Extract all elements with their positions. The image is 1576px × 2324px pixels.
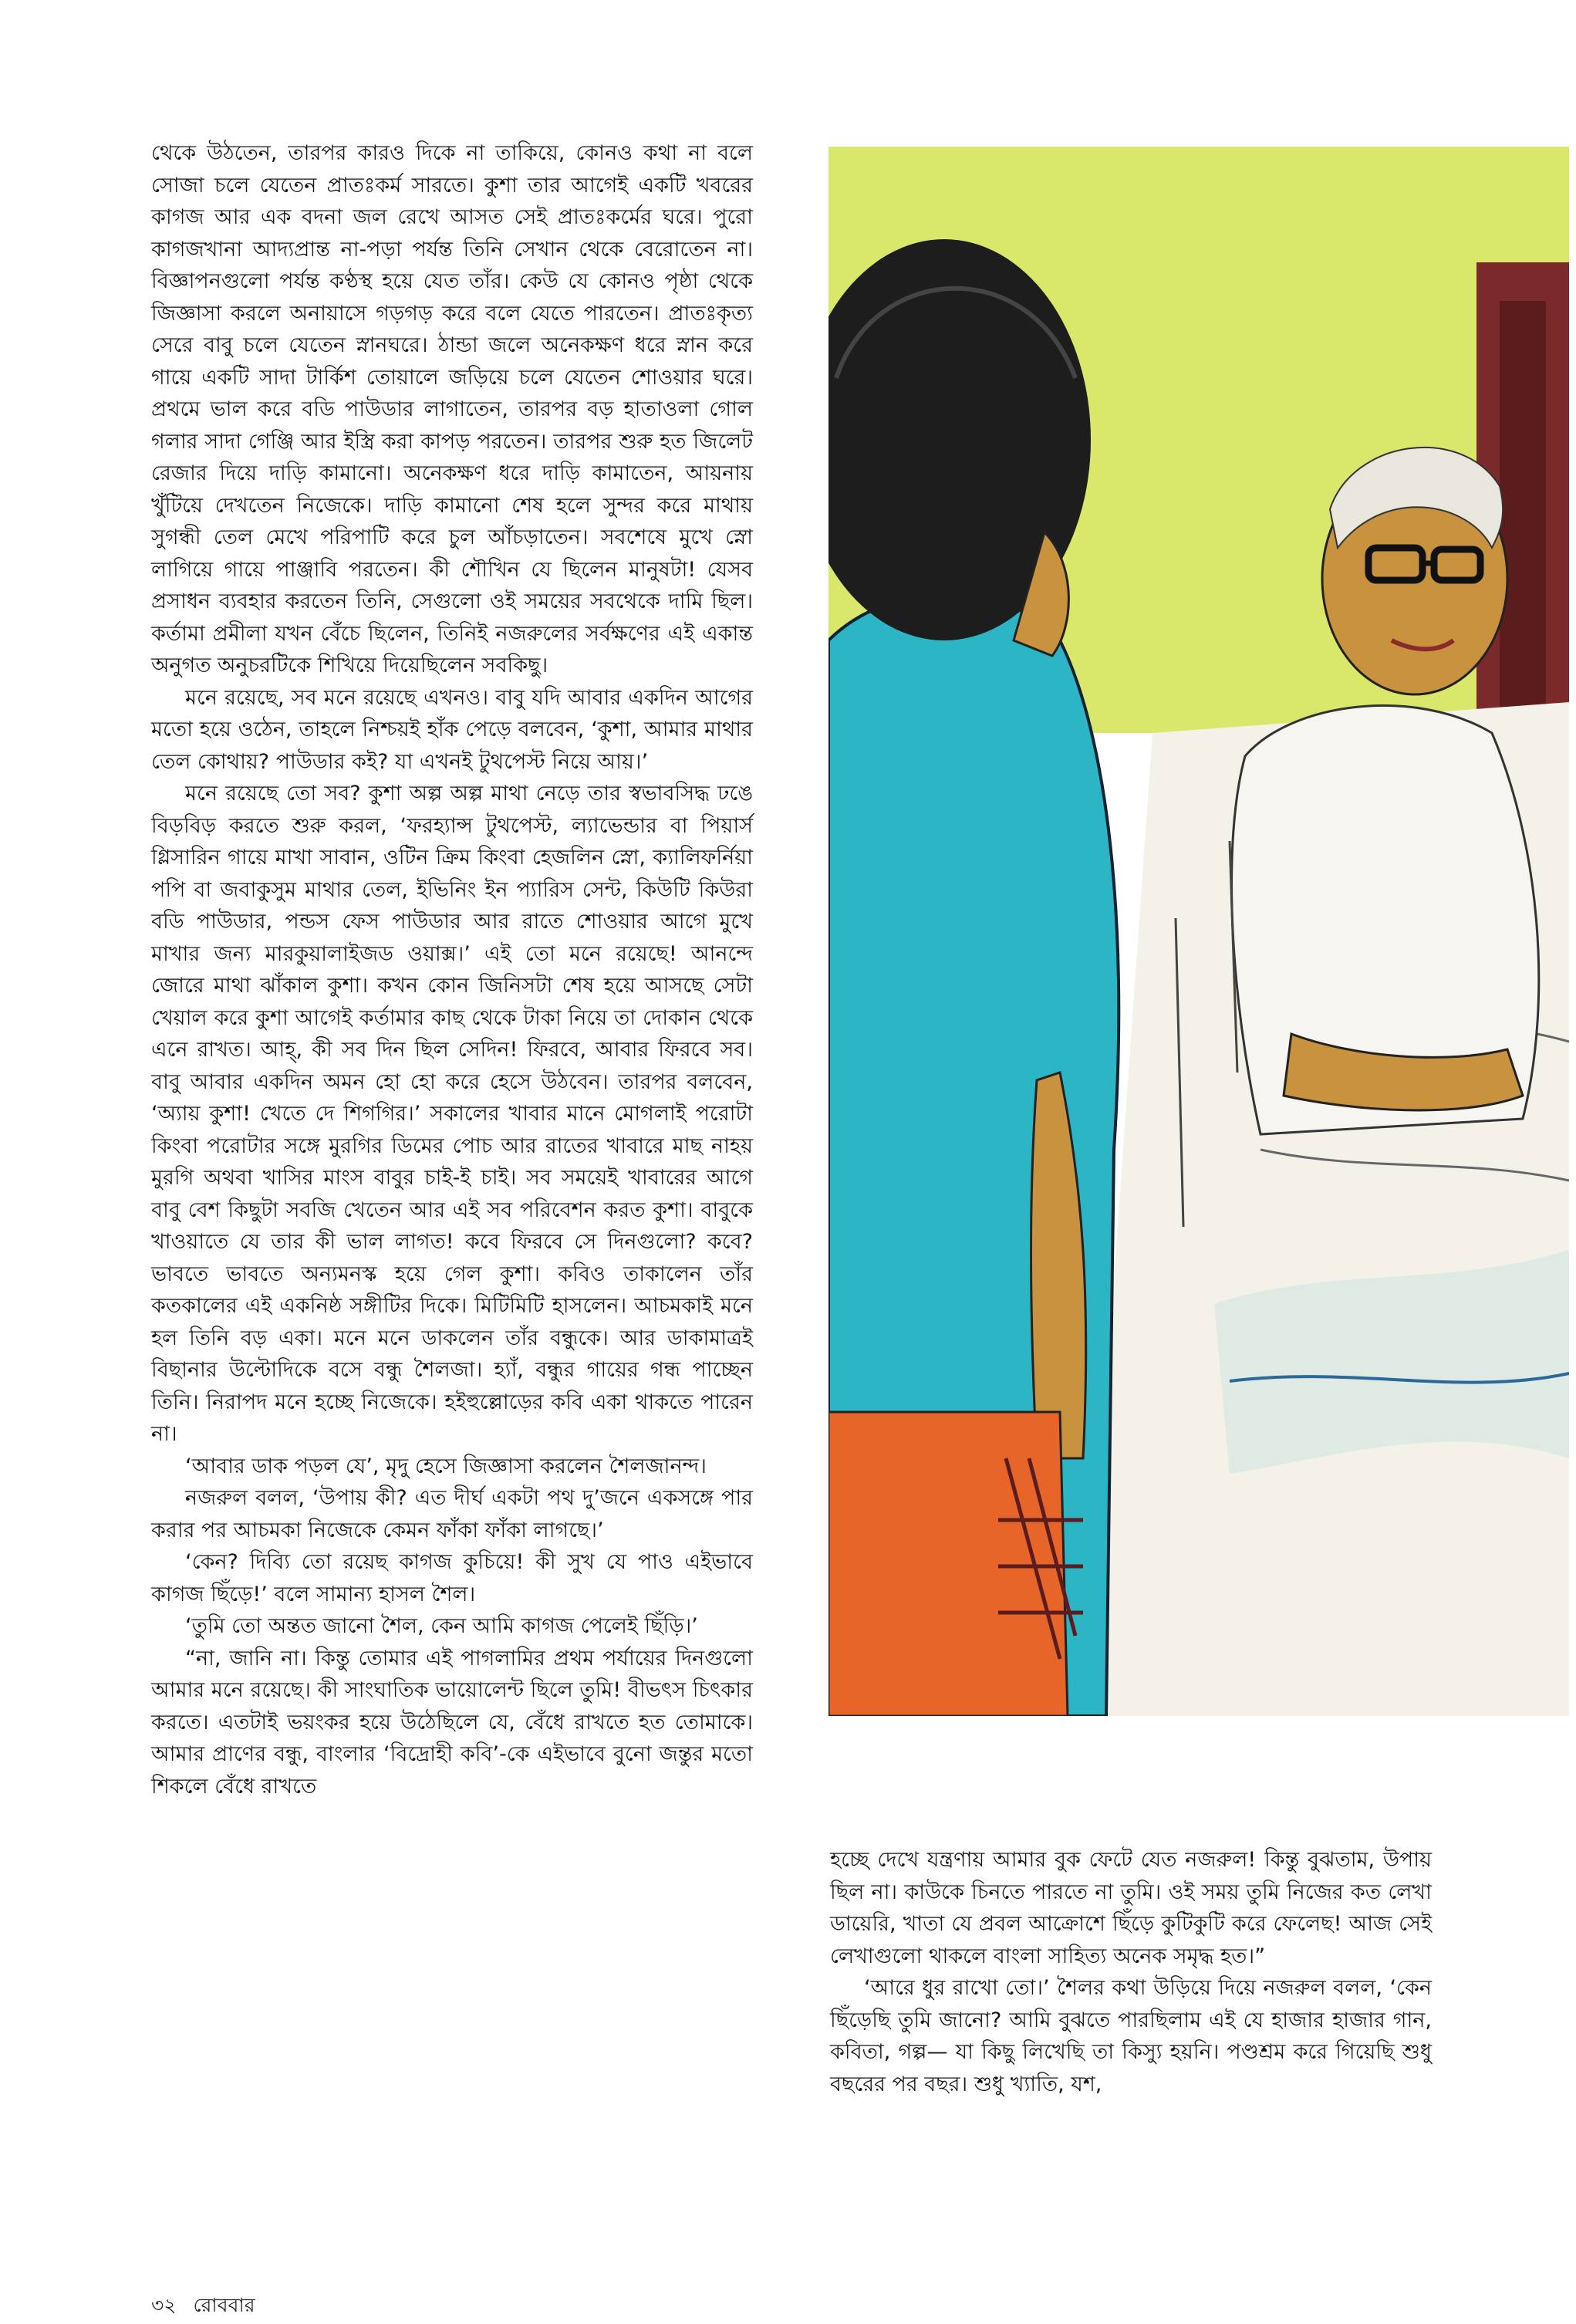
paragraph: ‘আরে ধুর রাখো তো।’ শৈলর কথা উড়িয়ে দিয়ে নজরুল বলল, ‘কেন ছিঁড়েছি তুমি জানো? আমি বুঝতে পারছিলাম এই যে হাজার হাজার গান, কবিতা, গল্প— যা কিছু লিখেছি তা কিস্যু হয়নি। পণ্ডশ্রম করে গিয়েছি শুধু বছরের পর বছর। শুধু খ্যাতি, যশ,: [830, 1976, 1432, 2096]
story-illustration: [828, 147, 1569, 1716]
magazine-name: রোববার: [193, 2294, 255, 2316]
paragraph: থেকে উঠতেন, তারপর কারও দিকে না তাকিয়ে, কোনও কথা না বলে সোজা চলে যেতেন প্রাতঃকর্ম সারতে। কুশা তার আগেই একটি খবরের কাগজ আর এক বদনা জল রেখে আসত সেই প্রাতঃকর্মের ঘরে। পুরো কাগজখানা আদ্যপ্রান্ত না-পড়া পর্যন্ত তিনি সেখান থেকে বেরোতেন না। বিজ্ঞাপনগুলো পর্যন্ত কণ্ঠস্থ হয়ে যেত তাঁর। কেউ যে কোনও পৃষ্ঠা থেকে জিজ্ঞাসা করলে অনায়াসে গড়গড় করে বলে যেতে পারতেন। প্রাতঃকৃত্য সেরে বাবু চলে যেতেন স্নানঘরে। ঠান্ডা জলে অনেকক্ষণ ধরে স্নান করে গায়ে একটি সাদা টার্কিশ তোয়ালে জড়িয়ে চলে যেতেন শোওয়ার ঘরে। প্রথমে ভাল করে বডি পাউডার লাগাতেন, তারপর বড় হাতাওলা গোল গলার সাদা গেঞ্জি আর ইস্ত্রি করা কাপড় পরতেন। তারপর শুরু হত জিলেট রেজার দিয়ে দাড়ি কামানো। অনেকক্ষণ ধরে দাড়ি কামাতেন, আয়নায় খুঁটিয়ে দেখতেন নিজেকে। দাড়ি কামানো শেষ হলে সুন্দর করে মাথায় সুগন্ধী তেল মেখে পরিপাটি করে চুল আঁচড়াতেন। সবশেষে মুখে স্নো লাগিয়ে গায়ে পাঞ্জাবি পরতেন। কী শৌখিন যে ছিলেন মানুষটা! যেসব প্রসাধন ব্যবহার করতেন তিনি, সেগুলো ওই সময়ের সবথেকে দামি ছিল। কর্তামা প্রমীলা যখন বেঁচে ছিলেন, তিনিই নজরুলের সর্বক্ষণের এই একান্ত অনুগত অনুচরটিকে শিখিয়ে দিয়েছিলেন সবকিছু।: [151, 141, 753, 677]
right-text-column: [830, 1844, 1432, 2100]
paragraph: ‘আবার ডাক পড়ল যে’, মৃদু হেসে জিজ্ঞাসা করলেন শৈলজানন্দ।: [185, 1454, 707, 1478]
paragraph: হচ্ছে দেখে যন্ত্রণায় আমার বুক ফেটে যেত নজরুল! কিন্তু বুঝতাম, উপায় ছিল না। কাউকে চিনতে পারতে না তুমি। ওই সময় তুমি নিজের কত লেখা ডায়েরি, খাতা যে প্রবল আক্রোশে ছিঁড়ে কুটিকুটি করে ফেলেছ! আজ সেই লেখাগুলো থাকলে বাংলা সাহিত্য অনেক সমৃদ্ধ হত।”: [830, 1848, 1432, 1968]
paragraph: মনে রয়েছে তো সব? কুশা অল্প অল্প মাথা নেড়ে তার স্বভাবসিদ্ধ ঢঙে বিড়বিড় করতে শুরু করল, ‘ফরহ্যান্স টুথপেস্ট, ল্যাভেন্ডার বা পিয়ার্স গ্লিসারিন গায়ে মাখা সাবান, ওটিন ক্রিম কিংবা হেজলিন স্নো, ক্যালিফর্নিয়া পপি বা জবাকুসুম মাথার তেল, ইভিনিং ইন প্যারিস সেন্ট, কিউটি কিউরা বডি পাউডার, পন্ডস ফেস পাউডার আর রাতে শোওয়ার আগে মুখে মাখার জন্য মারকুয়ালাইজড ওয়াক্স।’ এই তো মনে রয়েছে! আনন্দে জোরে মাথা ঝাঁকাল কুশা। কখন কোন জিনিসটা শেষ হয়ে আসছে সেটা খেয়াল করে কুশা আগেই কর্তামার কাছ থেকে টাকা নিয়ে তা দোকান থেকে এনে রাখত। আহ্, কী সব দিন ছিল সেদিন! ফিরবে, আবার ফিরবে সব। বাবু আবার একদিন অমন হো হো করে হেসে উঠবেন। তারপর বলবেন, ‘অ্যায় কুশা! খেতে দে শিগগির।’ সকালের খাবার মানে মোগলাই পরোটা কিংবা পরোটার সঙ্গে মুরগির ডিমের পোচ আর রাতের খাবারে মাছ নাহয় মুরগি অথবা খাসির মাংস বাবুর চাই-ই চাই। সব সময়েই খাবারের আগে বাবু বেশ কিছুটা সবজি খেতেন আর এই সব পরিবেশন করত কুশা। বাবুকে খাওয়াতে যে তার কী ভাল লাগত! কবে ফিরবে সে দিনগুলো? কবে? ভাবতে ভাবতে অন্যমনস্ক হয়ে গেল কুশা। কবিও তাকালেন তাঁর কতকালের এই একনিষ্ঠ সঙ্গীটির দিকে। মিটিমিটি হাসলেন। আচমকাই মনে হল তিনি বড় একা। মনে মনে ডাকলেন তাঁর বন্ধুকে। আর ডাকামাত্রই বিছানার উল্টোদিকে বসে বন্ধু শৈলজা। হ্যাঁ, বন্ধুর গায়ের গন্ধ পাচ্ছেন তিনি। নিরাপদ মনে হচ্ছে নিজেকে। হইহুল্লোড়ের কবি একা থাকতে পারেন না।: [151, 782, 753, 1446]
paragraph: ‘তুমি তো অন্তত জানো শৈল, কেন আমি কাগজ পেলেই ছিঁড়ি।’: [185, 1614, 698, 1638]
paragraph: ‘কেন? দিব্যি তো রয়েছ কাগজ কুচিয়ে! কী সুখ যে পাও এইভাবে কাগজ ছিঁড়ে!’ বলে সামান্য হাসল শৈল।: [151, 1550, 753, 1606]
page-number: ৩২: [151, 2294, 177, 2316]
paragraph: নজরুল বলল, ‘উপায় কী? এত দীর্ঘ একটা পথ দু’জনে একসঙ্গে পার করার পর আচমকা নিজেকে কেমন ফাঁকা ফাঁকা লাগছে।’: [151, 1486, 753, 1542]
paragraph: “না, জানি না। কিন্তু তোমার এই পাগলামির প্রথম পর্যায়ের দিনগুলো আমার মনে রয়েছে। কী সাংঘাতিক ভায়োলেন্ট ছিলে তুমি! বীভৎস চিৎকার করতে। এতটাই ভয়ংকর হয়ে উঠেছিলে যে, বেঁধে রাখতে হত তোমাকে। আমার প্রাণের বন্ধু, বাংলার ‘বিদ্রোহী কবি’-কে এইভাবে বুনো জন্তুর মতো শিকলে বেঁধে রাখতে: [151, 1646, 753, 1799]
paragraph: মনে রয়েছে, সব মনে রয়েছে এখনও। বাবু যদি আবার একদিন আগের মতো হয়ে ওঠেন, তাহলে নিশ্চয়ই হাঁক পেড়ে বলবেন, ‘কুশা, আমার মাথার তেল কোথায়? পাউডার কই? যা এখনই টুথপেস্ট নিয়ে আয়।’: [151, 685, 753, 774]
page-footer: [151, 2290, 265, 2323]
left-text-column: [151, 137, 753, 1802]
